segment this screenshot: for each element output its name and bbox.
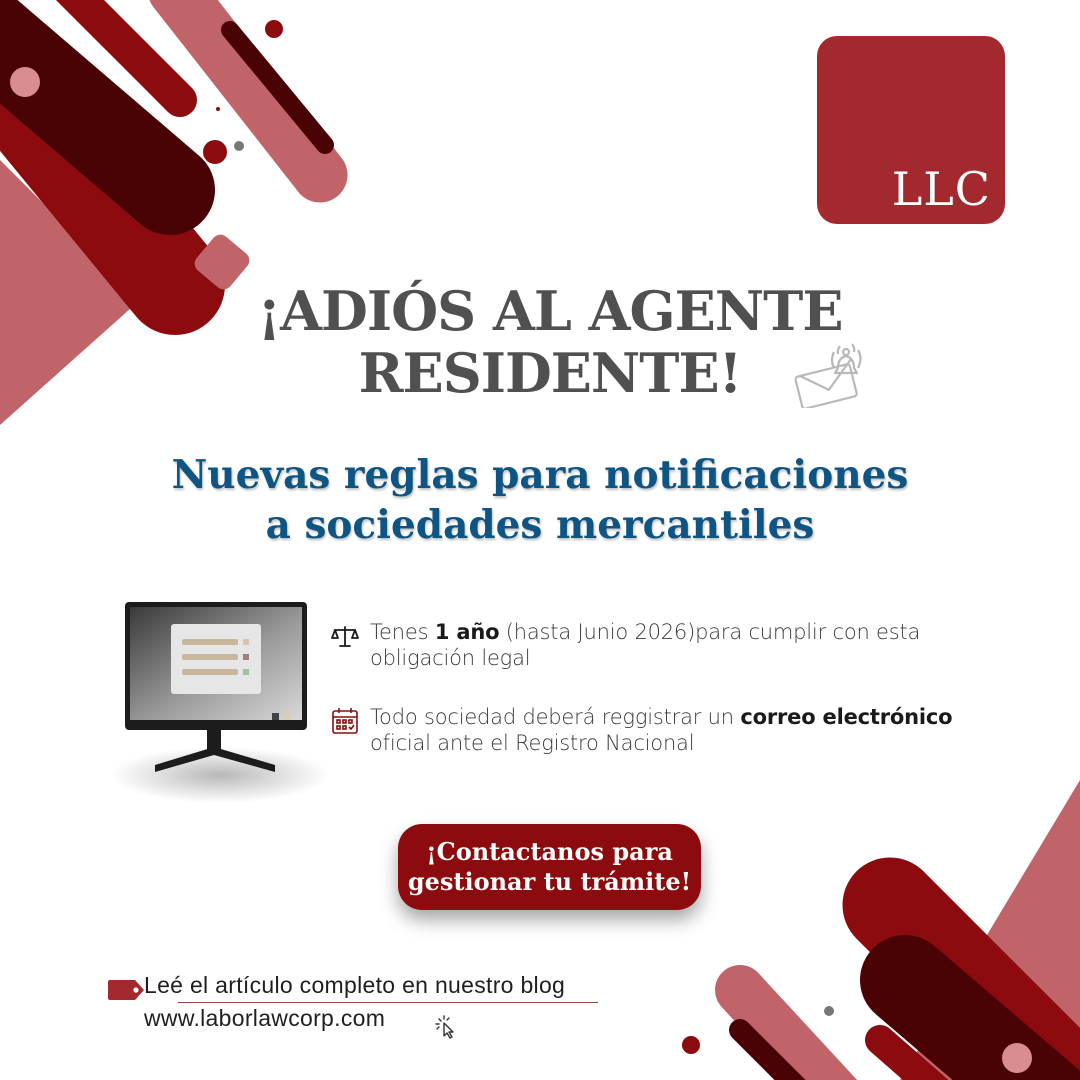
cursor-click-icon bbox=[434, 1014, 460, 1040]
info-text-deadline: Tenes 1 año (hasta Junio 2026)para cumplir con esta obligación legal bbox=[370, 620, 921, 670]
cta-line-1: ¡Contactanos para bbox=[426, 837, 673, 866]
headline-line-2: RESIDENTE! bbox=[358, 341, 742, 405]
monitor-illustration bbox=[110, 595, 330, 810]
info-item-email bbox=[330, 704, 970, 756]
subtitle bbox=[130, 450, 950, 550]
blog-text: Leé el artículo completo en nuestro blog bbox=[144, 972, 566, 998]
blog-url-link[interactable]: www.laborlawcorp.com bbox=[144, 1005, 386, 1031]
tag-icon bbox=[107, 979, 145, 1001]
envelope-alert-icon bbox=[794, 338, 868, 408]
contact-cta-button[interactable] bbox=[398, 824, 701, 910]
scales-icon bbox=[330, 621, 360, 651]
info-text-email: Todo sociedad deberá reggistrar un correo electrónico oficial ante el Registro Nacional bbox=[370, 705, 953, 755]
cta-line-2: gestionar tu trámite! bbox=[407, 867, 692, 896]
blog-divider bbox=[178, 1002, 598, 1003]
subtitle-line-1: Nuevas reglas para notificaciones bbox=[171, 452, 909, 498]
info-item-deadline bbox=[330, 619, 970, 671]
calendar-icon bbox=[330, 706, 360, 736]
info-highlight-deadline: 1 año bbox=[434, 620, 500, 644]
headline-line-1: ¡ADIÓS AL AGENTE bbox=[257, 279, 843, 343]
info-highlight-email: correo electrónico bbox=[740, 705, 953, 729]
llc-badge-text: LLC bbox=[891, 162, 991, 216]
subtitle-line-2: a sociedades mercantiles bbox=[265, 502, 815, 548]
llc-badge bbox=[817, 36, 1005, 224]
